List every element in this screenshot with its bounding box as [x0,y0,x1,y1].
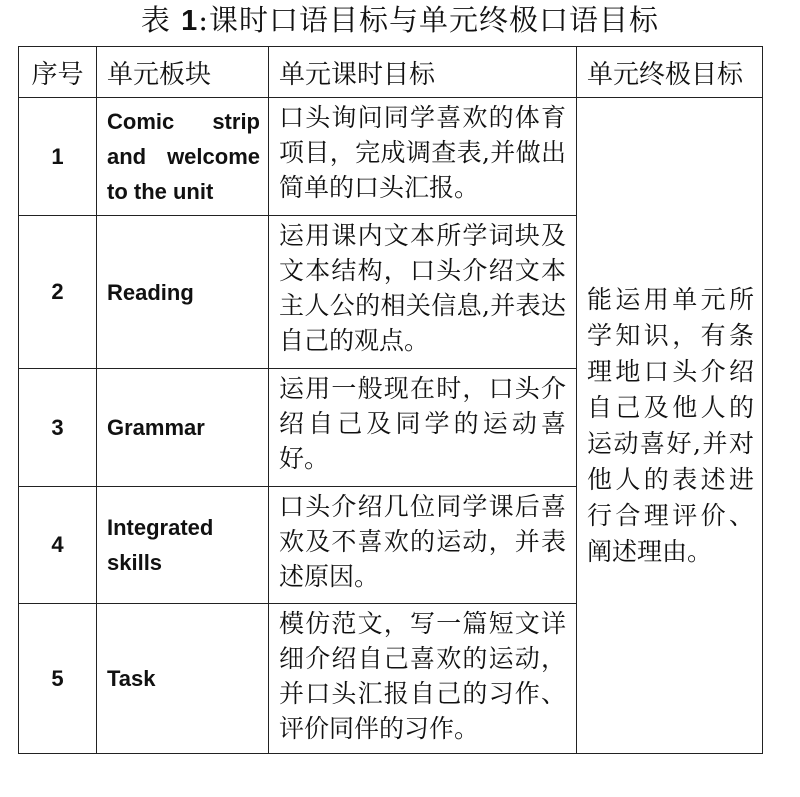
module-name: Grammar [97,369,269,487]
header-row [19,47,763,98]
lesson-goal: 口头询问同学喜欢的体育项目，完成调查表,并做出简单的口头汇报。 [269,98,577,216]
module-name: Integrated skills [97,487,269,604]
lesson-goal: 运用课内文本所学词块及文本结构，口头介绍文本主人公的相关信息,并表达自己的观点。 [269,216,577,369]
lesson-goal: 口头介绍几位同学课后喜欢及不喜欢的运动，并表述原因。 [269,487,577,604]
goals-table [18,46,763,754]
row-number: 4 [19,487,97,604]
row-number: 2 [19,216,97,369]
lesson-goal: 模仿范文，写一篇短文详细介绍自己喜欢的运动，并口头汇报自己的习作、评价同伴的习作。 [269,604,577,754]
module-name: Task [97,604,269,754]
row-number: 3 [19,369,97,487]
module-name: Reading [97,216,269,369]
table-row [19,98,763,216]
header-final-goal: 单元终极目标 [577,47,763,98]
row-number: 5 [19,604,97,754]
lesson-goal: 运用一般现在时，口头介绍自己及同学的运动喜好。 [269,369,577,487]
table-number: 1 [181,5,199,37]
header-module: 单元板块 [97,47,269,98]
final-goal: 能运用单元所学知识，有条理地口头介绍自己及他人的运动喜好,并对他人的表述进行合理评价、阐述理由。 [577,98,763,754]
header-no: 序号 [19,47,97,98]
row-number: 1 [19,98,97,216]
table-caption: 表 1:课时口语目标与单元终极口语目标 [140,3,660,37]
module-name: Comic strip and welcome to the unit [97,98,269,216]
header-lesson-goal: 单元课时目标 [269,47,577,98]
